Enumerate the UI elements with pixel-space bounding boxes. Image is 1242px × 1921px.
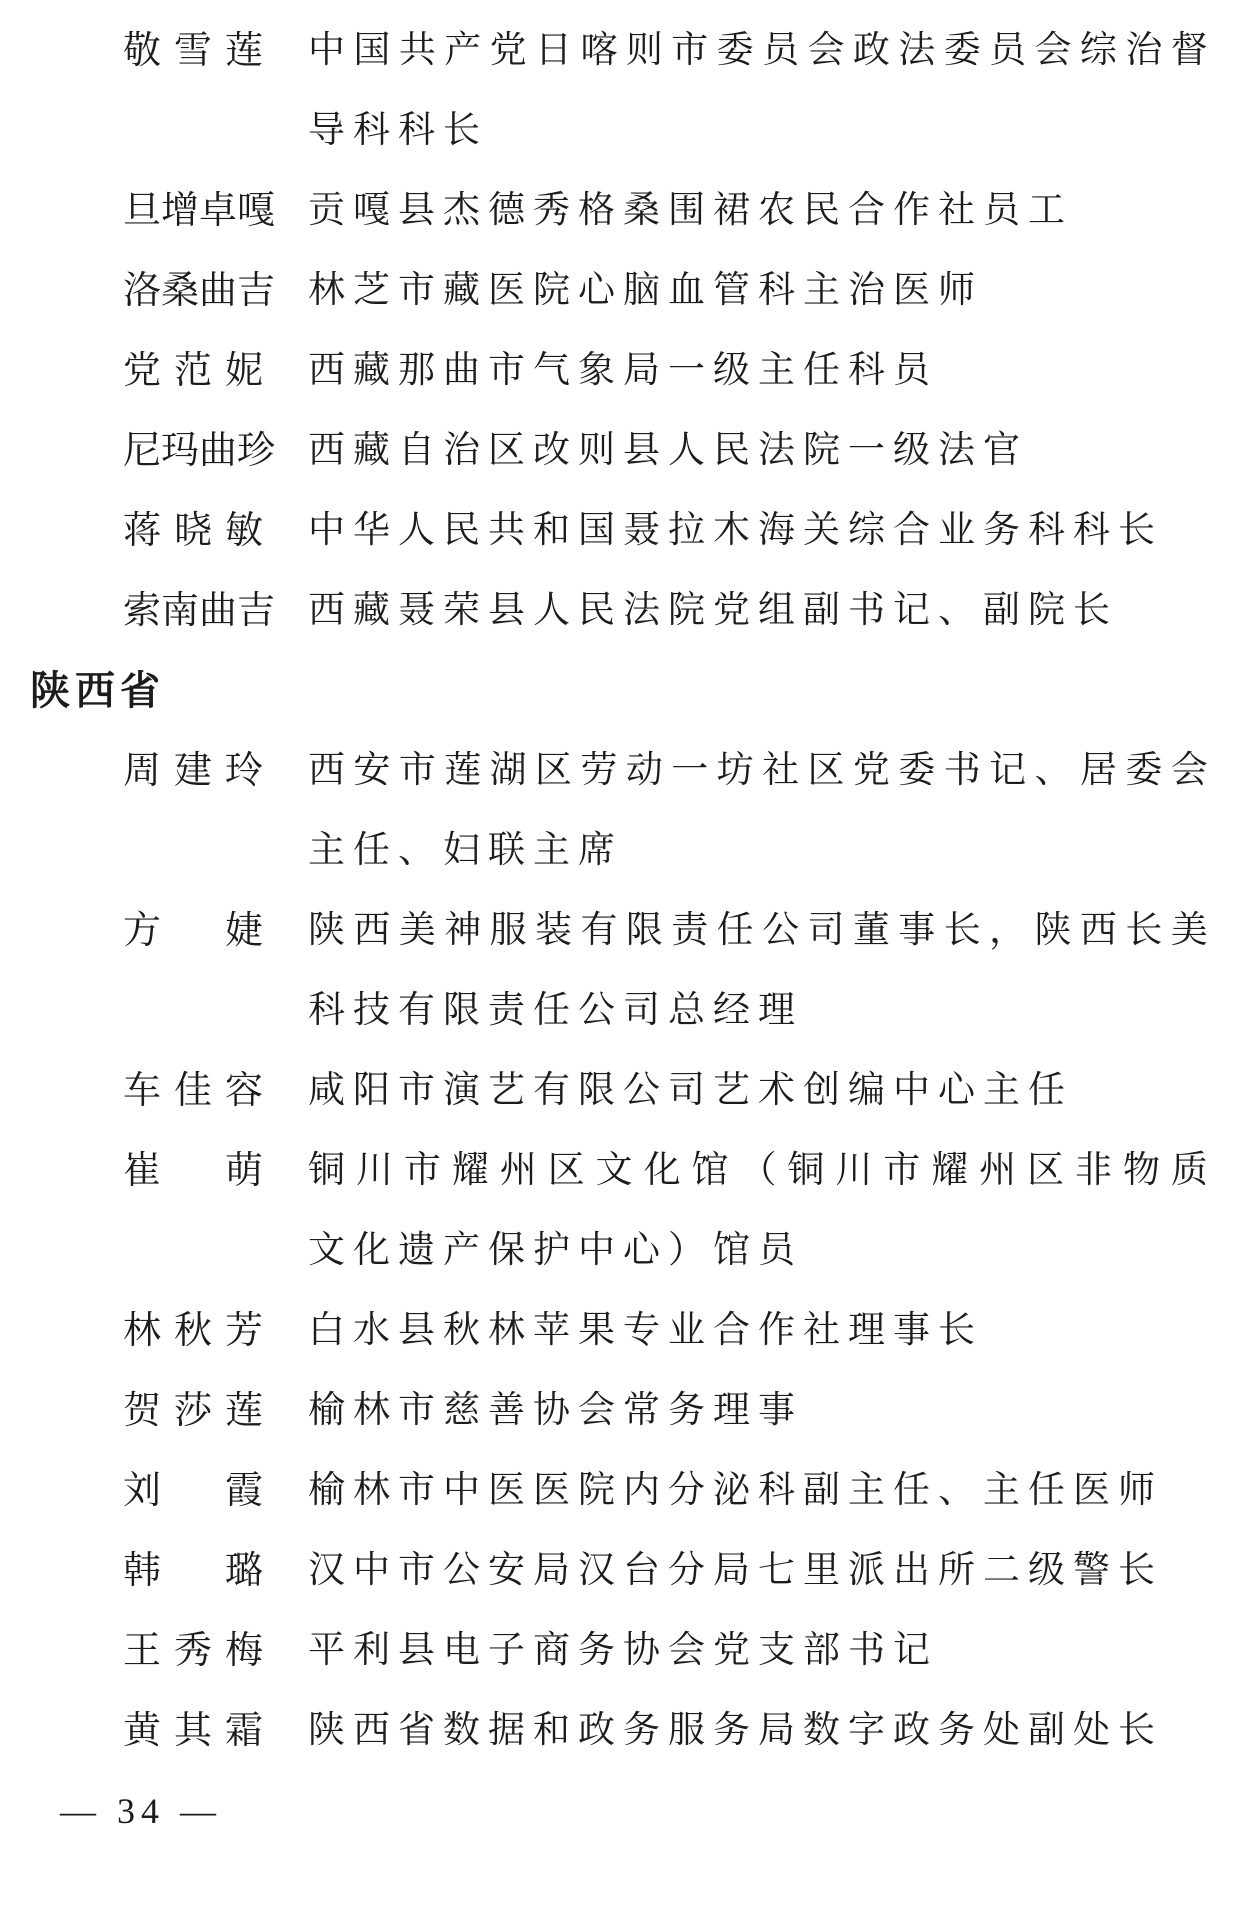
position-line: 西藏自治区改则县人民法院一级法官: [308, 430, 1028, 471]
position-line: 中 国 共 产 党 日 喀 则 市 委 员 会 政 法 委 员 会 综 治 督: [308, 30, 1208, 71]
person-name: 索 南 曲 吉: [123, 590, 276, 632]
person-position: [308, 491, 1208, 571]
list-item: [0, 411, 1242, 491]
position-line: 平利县电子商务协会党支部书记: [308, 1630, 938, 1671]
person-position: [308, 11, 1208, 171]
list-item: [0, 1131, 1242, 1291]
position-line: 文化遗产保护中心）馆员: [308, 1230, 803, 1271]
position-line: 导科科长: [308, 110, 488, 151]
list-item: [0, 1291, 1242, 1371]
list-item: [0, 491, 1242, 571]
list-item: [0, 331, 1242, 411]
list-item: [0, 171, 1242, 251]
list-item: [0, 891, 1242, 1051]
position-line: 主任、妇联主席: [308, 830, 623, 871]
person-position: [308, 1131, 1208, 1291]
page-number: — 34 —: [60, 1791, 222, 1831]
list-item: [0, 571, 1242, 651]
person-position: [308, 1611, 1208, 1691]
position-line: 铜 川 市 耀 州 区 文 化 馆 （ 铜 川 市 耀 州 区 非 物 质: [308, 1150, 1208, 1191]
list-item: [0, 11, 1242, 171]
position-line: 陕 西 美 神 服 装 有 限 责 任 公 司 董 事 长 ， 陕 西 长 美: [308, 910, 1208, 951]
person-name: 周 建 玲: [123, 750, 263, 792]
person-name: 贺 莎 莲: [123, 1390, 263, 1432]
list-item: [0, 1371, 1242, 1451]
person-position: [308, 411, 1208, 491]
position-line: 西 安 市 莲 湖 区 劳 动 一 坊 社 区 党 委 书 记 、 居 委 会: [308, 750, 1208, 791]
person-position: [308, 1451, 1208, 1531]
position-line: 科技有限责任公司总经理: [308, 990, 803, 1031]
person-name: 党 范 妮: [123, 350, 263, 392]
position-line: 咸阳市演艺有限公司艺术创编中心主任: [308, 1070, 1073, 1111]
person-position: [308, 891, 1208, 1051]
list-item: [0, 1451, 1242, 1531]
position-line: 西藏那曲市气象局一级主任科员: [308, 350, 938, 391]
person-position: [308, 571, 1208, 651]
section-header: 陕西省: [30, 668, 165, 713]
person-name: 方 婕: [123, 910, 263, 952]
position-line: 林芝市藏医院心脑血管科主治医师: [308, 270, 983, 311]
person-position: [308, 1371, 1208, 1451]
person-position: [308, 1691, 1208, 1771]
person-name: 洛 桑 曲 吉: [123, 270, 276, 312]
position-line: 榆林市中医医院内分泌科副主任、主任医师: [308, 1470, 1163, 1511]
list-item: [0, 1611, 1242, 1691]
person-name: 王 秀 梅: [123, 1630, 263, 1672]
person-name: 刘 霞: [123, 1470, 263, 1512]
person-position: [308, 251, 1208, 331]
position-line: 中华人民共和国聂拉木海关综合业务科科长: [308, 510, 1163, 551]
list-item: [0, 1691, 1242, 1771]
position-line: 榆林市慈善协会常务理事: [308, 1390, 803, 1431]
person-name: 车 佳 容: [123, 1070, 263, 1112]
list-item: [0, 731, 1242, 891]
person-position: [308, 1291, 1208, 1371]
position-line: 汉中市公安局汉台分局七里派出所二级警长: [308, 1550, 1163, 1591]
position-line: 西藏聂荣县人民法院党组副书记、副院长: [308, 590, 1118, 631]
person-name: 崔 萌: [123, 1150, 263, 1192]
position-line: 贡嘎县杰德秀格桑围裙农民合作社员工: [308, 190, 1073, 231]
person-name: 黄 其 霜: [123, 1710, 263, 1752]
person-name: 蒋 晓 敏: [123, 510, 263, 552]
list-item: [0, 251, 1242, 331]
list-item: [0, 1531, 1242, 1611]
list-item: [0, 1051, 1242, 1131]
person-name: 韩 璐: [123, 1550, 263, 1592]
person-position: [308, 731, 1208, 891]
position-line: 陕西省数据和政务服务局数字政务处副处长: [308, 1710, 1163, 1751]
person-name: 林 秋 芳: [123, 1310, 263, 1352]
person-position: [308, 1051, 1208, 1131]
person-position: [308, 171, 1208, 251]
position-line: 白水县秋林苹果专业合作社理事长: [308, 1310, 983, 1351]
person-position: [308, 331, 1208, 411]
person-position: [308, 1531, 1208, 1611]
person-name: 旦 增 卓 嘎: [123, 190, 276, 232]
person-name: 尼 玛 曲 珍: [123, 430, 276, 472]
person-name: 敬 雪 莲: [123, 30, 263, 72]
